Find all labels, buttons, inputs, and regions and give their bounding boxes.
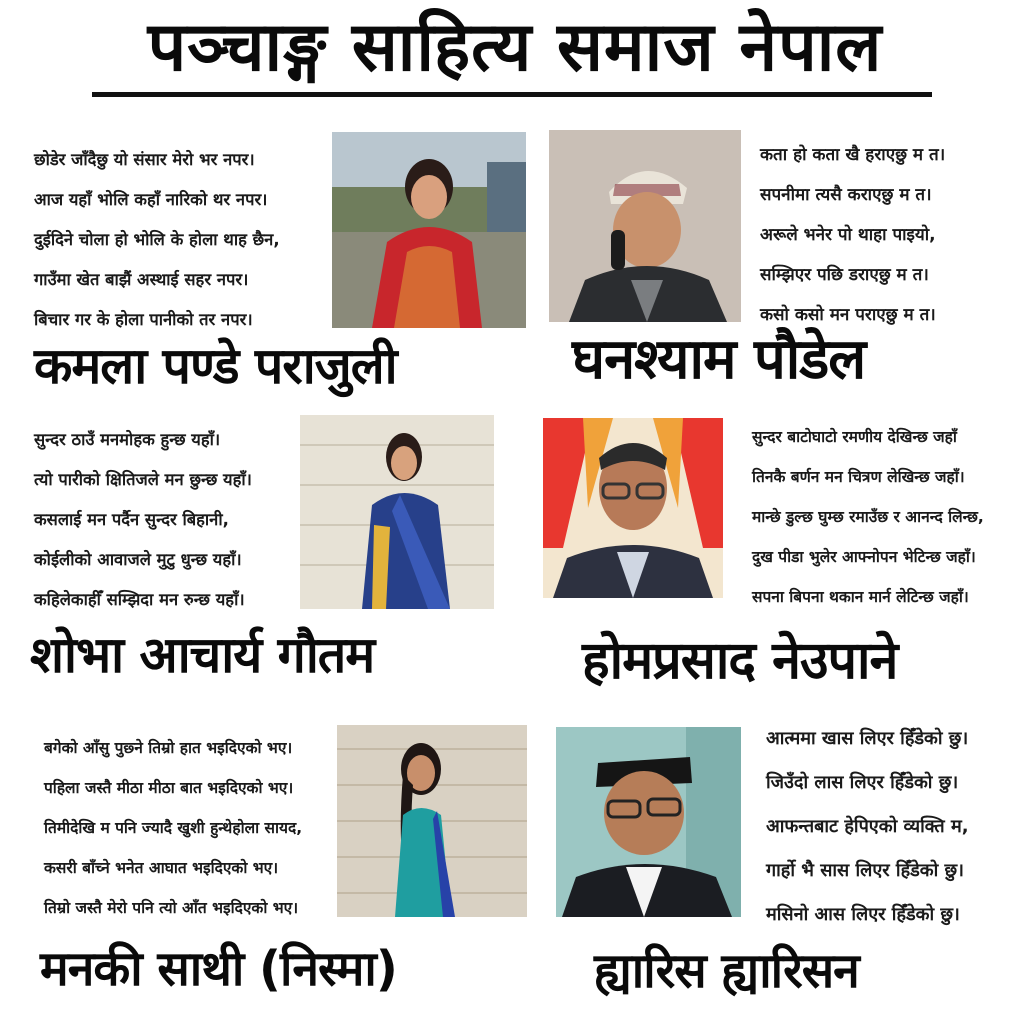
title-underline [92, 92, 932, 97]
poem-line: तिमीदेखि म पनि ज्यादै खुशी हुन्थेहोला सायद, [44, 819, 303, 837]
portrait-harris [556, 727, 741, 917]
poem-line: कहिलेकाहीँ सम्झिदा मन रुन्छ यहाँ। [34, 590, 245, 609]
poem-kamala [34, 140, 334, 340]
poem-line: अरूले भनेर पो थाहा पाइयो, [760, 225, 936, 245]
poem-line: तिम्रो जस्तै मेरो पनि त्यो आँत भइदिएको भए। [44, 899, 299, 917]
poem-line: सुन्दर बाटोघाटो रमणीय देखिन्छ जहाँ [752, 428, 957, 446]
poem-manaki-sathi [44, 728, 336, 928]
poem-ghanashyam [760, 135, 1010, 335]
poem-line: दुख पीडा भुलेर आफ्नोपन भेटिन्छ जहाँ। [752, 548, 976, 566]
poem-line: सपनीमा त्यसै कराएछु म त। [760, 185, 932, 205]
poem-line: कसो कसो मन पराएछु म त। [760, 305, 936, 325]
author-name-harris: ह्यारिस ह्यारिसन [594, 943, 859, 999]
poem-line: सुन्दर ठाउँ मनमोहक हुन्छ यहाँ। [34, 430, 221, 449]
poem-line: जिउँदो लास लिएर हिँडेको छु। [766, 772, 959, 793]
poem-shobha [34, 420, 302, 620]
poem-line: सपना बिपना थकान मार्न लेटिन्छ जहाँ। [752, 588, 969, 606]
poem-harris [766, 717, 1016, 937]
poem-line: बगेको आँसु पुछ्ने तिम्रो हात भइदिएको भए। [44, 739, 293, 757]
poem-line: मान्छे डुल्छ घुम्छ रमाउँछ र आनन्द लिन्छ, [752, 508, 984, 526]
poem-line: गार्हो भै सास लिएर हिँडेको छु। [766, 860, 964, 881]
poem-line: बिचार गर के होला पानीको तर नपर। [34, 310, 253, 329]
portrait-shobha [300, 415, 494, 609]
author-name-homprasad: होमप्रसाद नेउपाने [582, 631, 898, 691]
poem-line: दुईदिने चोला हो भोलि के होला थाह छैन, [34, 230, 280, 249]
poem-line: आज यहाँ भोलि कहाँ नारिको थर नपर। [34, 190, 268, 209]
poem-line: छोडेर जाँदैछु यो संसार मेरो भर नपर। [34, 150, 255, 169]
author-name-ghanashyam: घनश्याम पौडेल [572, 327, 866, 392]
poem-line: सम्झिएर पछि डराएछु म त। [760, 265, 929, 285]
poem-homprasad [752, 417, 1014, 617]
page-title: पञ्चाङ्ग साहित्य समाज नेपाल [147, 8, 883, 87]
poem-line: कसलाई मन पर्दैन सुन्दर बिहानी, [34, 510, 229, 529]
poem-line: त्यो पारीको क्षितिजले मन छुन्छ यहाँ। [34, 470, 252, 489]
portrait-ghanashyam [549, 130, 741, 322]
poem-line: कोईलीको आवाजले मुटु धुन्छ यहाँ। [34, 550, 242, 569]
poem-line: कसरी बाँच्ने भनेत आघात भइदिएको भए। [44, 859, 279, 877]
poem-line: आत्ममा खास लिएर हिँडेको छु। [766, 728, 969, 749]
poem-line: तिनकै बर्णन मन चित्रण लेखिन्छ जहाँ। [752, 468, 965, 486]
author-name-kamala: कमला पण्डे पराजुली [34, 337, 397, 395]
poem-line: पहिला जस्तै मीठा मीठा बात भइदिएको भए। [44, 779, 294, 797]
portrait-manaki-sathi [337, 725, 527, 917]
poem-line: आफन्तबाट हेपिएको व्यक्ति म, [766, 816, 969, 837]
poem-line: गाउँमा खेत बाझैं अस्थाई सहर नपर। [34, 270, 249, 289]
poem-line: कता हो कता खै हराएछु म त। [760, 145, 946, 165]
author-name-shobha: शोभा आचार्य गौतम [30, 626, 375, 684]
portrait-homprasad [543, 418, 723, 598]
portrait-kamala [332, 132, 526, 328]
poem-line: मसिनो आस लिएर हिँडेको छु। [766, 904, 960, 925]
author-name-manaki-sathi: मनकी साथी (निस्मा) [40, 941, 397, 997]
